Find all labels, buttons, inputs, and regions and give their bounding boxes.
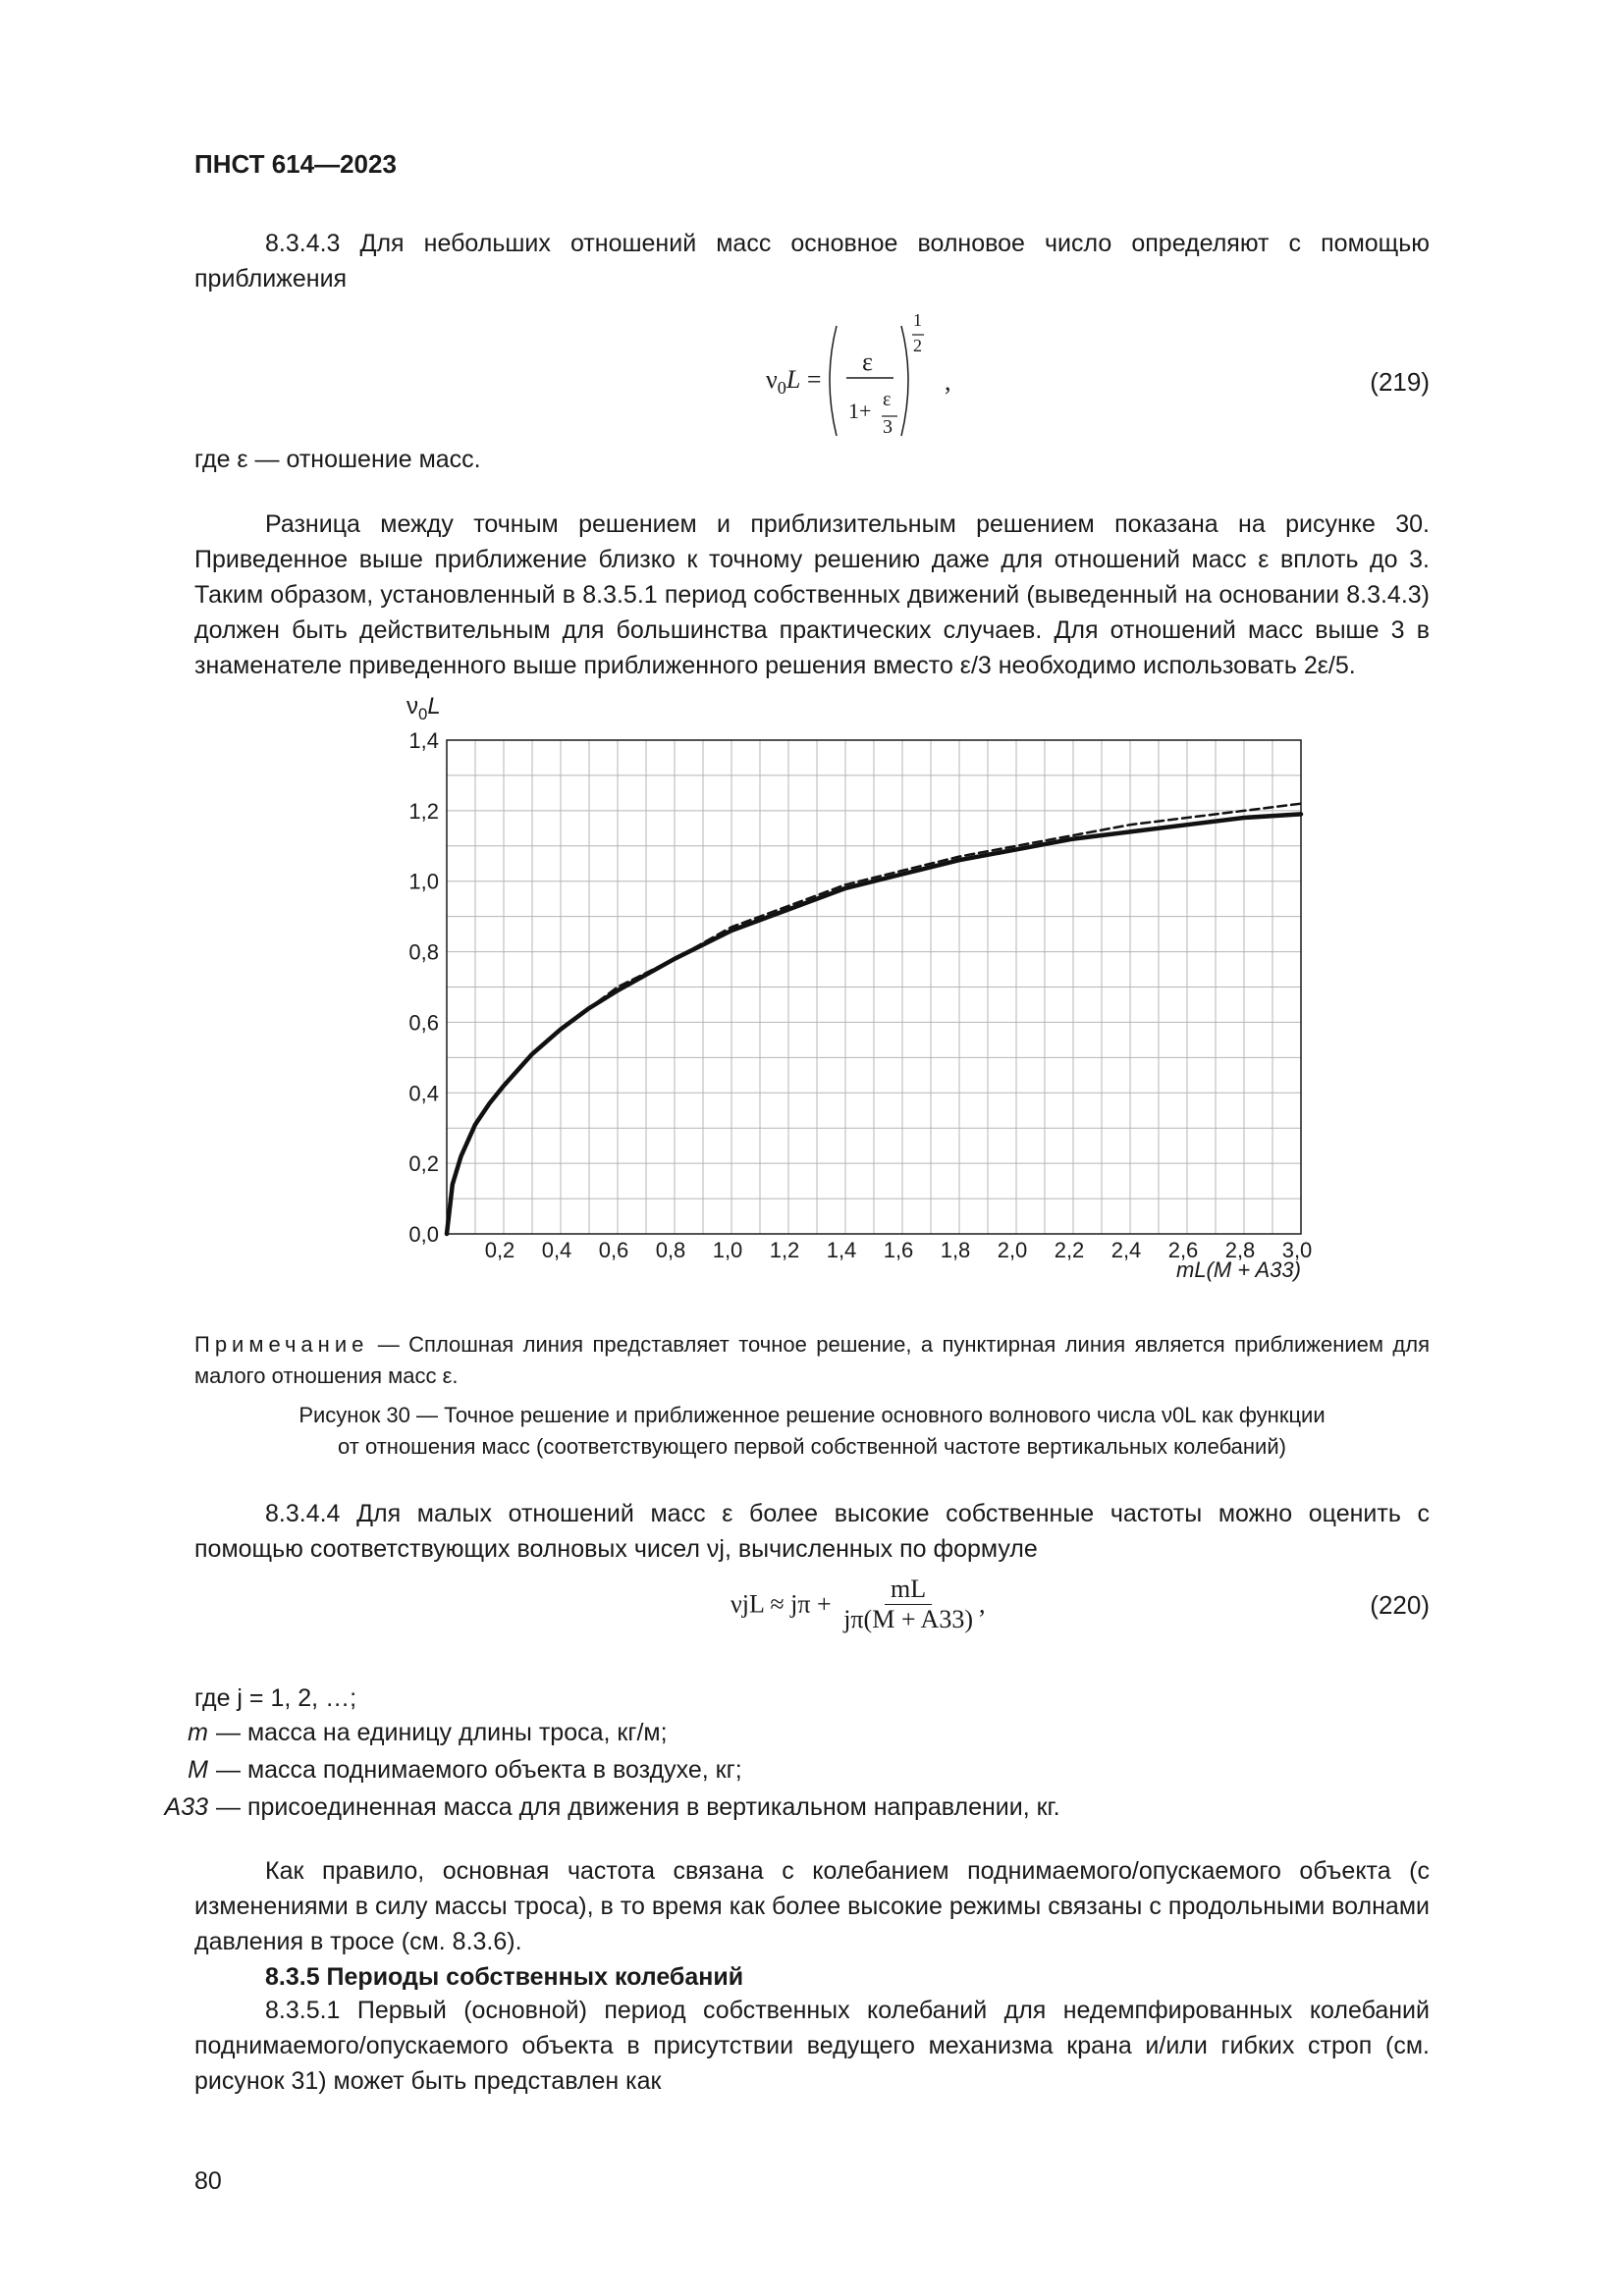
equation-219-lhs: $\nu_0L$ =: [766, 365, 822, 399]
y-tick-label: 0,8: [408, 939, 439, 965]
section-heading-8-3-5: 8.3.5 Периоды собственных колебаний: [265, 1963, 744, 1991]
where-epsilon: где ε — отношение масс.: [194, 446, 481, 473]
note-text: — Сплошная линия представляет точное решение, а пунктирная линия является приближением для малого отношения масс ε.: [194, 1332, 1430, 1388]
chart-y-axis-label: $\nu_0L$: [406, 693, 441, 723]
page-number: 80: [194, 2167, 222, 2195]
definition-m: m — масса на единицу длины троса, кг/м;: [188, 1719, 668, 1746]
x-tick-label: 2,4: [1110, 1238, 1142, 1262]
equation-219-number: (219): [1370, 367, 1430, 397]
x-tick-label: 0,2: [484, 1238, 515, 1262]
note-label: Примечание: [194, 1332, 369, 1357]
x-tick-label: 1,2: [769, 1238, 800, 1262]
equation-220-number: (220): [1370, 1590, 1430, 1620]
y-tick-label: 1,4: [408, 728, 439, 753]
paragraph-8-3-4-4: 8.3.4.4 Для малых отношений масс ε более высокие собственные частоты можно оценить с помощью соответствующих волновых чисел νj, вычисленных по формуле: [194, 1500, 1430, 1563]
equation-220: [731, 1575, 985, 1634]
definition-A33: A33 — присоединенная масса для движения в вертикальном направлении, кг.: [164, 1793, 1060, 1821]
x-tick-label: 2,8: [1224, 1238, 1256, 1262]
x-tick-label: 1,0: [712, 1238, 743, 1262]
x-tick-label: 2,0: [997, 1238, 1028, 1262]
where-j: где j = 1, 2, …;: [194, 1684, 357, 1712]
y-tick-label: 0,2: [408, 1151, 439, 1177]
caption-line-2: от отношения масс (соответствующего первой собственной частоте вертикальных колебаний): [338, 1434, 1286, 1459]
equation-220-denominator: jπ(M + A33): [843, 1605, 973, 1633]
equation-220-fraction: [838, 1575, 979, 1634]
x-tick-label: 2,6: [1167, 1238, 1199, 1262]
paragraph-8-3-4-3: 8.3.4.3 Для небольших отношений масс основное волновое число определяют с помощью приближения: [194, 230, 1430, 293]
x-tick-label: 0,4: [541, 1238, 572, 1262]
paragraph-8-3-5-1: 8.3.5.1 Первый (основной) период собственных колебаний для недемпфированных колебаний поднимаемого/опускаемого объекта в присутствии ведущего механизма крана и/или гибких строп (см. рисунок 31) может быть представлен как: [194, 1997, 1430, 2095]
figure-30-chart: [393, 693, 1326, 1297]
equation-220-numerator: mL: [885, 1575, 932, 1605]
caption-line-1: Рисунок 30 — Точное решение и приближенное решение основного волнового числа ν0L как функции: [298, 1403, 1326, 1427]
equation-220-comma: ,: [978, 1589, 986, 1619]
definitions-list: [110, 1714, 1060, 1826]
x-tick-label: 1,8: [940, 1238, 971, 1262]
equation-219-numerator: ε: [862, 347, 873, 376]
equation-220-lhs: νjL ≈ jπ +: [731, 1589, 832, 1619]
x-tick-label: 1,4: [826, 1238, 857, 1262]
x-tick-label: 1,6: [883, 1238, 914, 1262]
y-tick-label: 0,6: [408, 1010, 439, 1036]
equation-219-comma: ,: [945, 367, 951, 396]
chart-x-axis-label: mL(M + A33): [1176, 1257, 1301, 1282]
y-tick-label: 1,2: [408, 798, 439, 824]
document-header: ПНСТ 614—2023: [194, 149, 397, 179]
equation-219-denominator-prefix: 1+: [848, 399, 872, 423]
equation-219-inner-num: ε: [883, 389, 892, 410]
equation-219: [766, 306, 962, 454]
paragraph-frequency: Как правило, основная частота связана с колебанием поднимаемого/опускаемого объекта (с изменениями в силу массы троса), в то время как более высокие режимы связаны с продольными волнами давления в тросе (см. 8.3.6).: [194, 1857, 1430, 1955]
y-tick-label: 0,4: [408, 1081, 439, 1106]
y-tick-label: 1,0: [408, 869, 439, 894]
x-tick-label: 0,8: [655, 1238, 686, 1262]
equation-219-exp-den: 2: [913, 336, 922, 355]
x-tick-label: 0,6: [598, 1238, 629, 1262]
x-tick-label: 2,2: [1054, 1238, 1085, 1262]
figure-caption: [194, 1400, 1430, 1463]
paragraph-difference: Разница между точным решением и приблизительным решением показана на рисунке 30. Приведенное выше приближение близко к точному решению даже для отношений масс ε вплоть до 3. Таким образом, установленный в 8.3.5.1 период собственных движений (выведенный на основании 8.3.4.3) должен быть действительным для большинства практических случаев. Для отношений масс выше 3 в знаменателе приведенного выше приближенного решения вместо ε/3 необходимо использовать 2ε/5.: [194, 510, 1430, 679]
equation-219-exp-num: 1: [913, 310, 922, 330]
y-tick-label: 0,0: [408, 1222, 439, 1247]
equation-219-inner-den: 3: [883, 416, 893, 438]
definition-M: M — масса поднимаемого объекта в воздухе, кг;: [188, 1756, 742, 1784]
chart-svg: [393, 693, 1326, 1297]
x-tick-label: 3,0: [1281, 1238, 1313, 1262]
figure-note: [194, 1329, 1430, 1392]
